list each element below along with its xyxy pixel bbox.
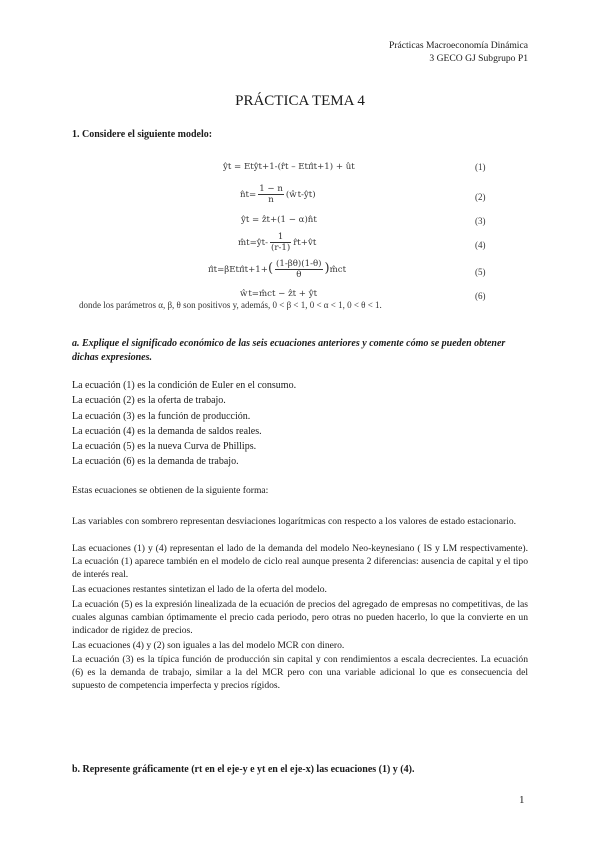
header-course: Prácticas Macroeconomía Dinámica [388,40,528,51]
answer-line: La ecuación (6) es la demanda de trabajo. [72,456,239,468]
equation-2-denominator: n [268,195,274,205]
question-1: 1. Considere el siguiente modelo: [72,129,213,140]
equation-6-number: (6) [475,291,486,301]
answer-line: La ecuación (3) es la función de producción. [72,410,251,422]
answer-line: La ecuación (4) es la demanda de saldos reales. [72,425,262,437]
answer-line: La ecuación (5) es la nueva Curva de Phillips. [72,441,257,453]
equation-2-numerator: 1 − n [259,184,283,194]
equation-2 [240,184,316,205]
equation-4-fraction [270,232,291,253]
page-title: PRÁCTICA TEMA 4 [235,93,365,109]
equation-6: ŵt=m̂ct − ẑt + ŷt [240,289,318,299]
answer-list [72,378,296,470]
parameter-conditions: donde los parámetros α, β, θ son positivos y, además, 0 < β < 1, 0 < α < 1, 0 < θ < 1. [79,300,382,310]
equation-5: π̂t=βEtπ̂t+1+( $\frac{(1-\beta\theta)(1-\theta)}{\theta}$ )m̂ct [208,259,347,280]
equation-5-number: (5) [475,267,486,277]
equation-5-lhs: π̂t=βEtπ̂t+1+ [208,265,268,275]
equation-2-fraction [258,184,284,205]
equation-4-rhs: r̂t+v̂t [293,238,317,248]
answer-line: La ecuación (2) es la oferta de trabajo. [72,395,226,407]
equation-1: ŷt = Etŷt+1-(r̂t – Etπ̂t+1) + ût [223,162,355,172]
header-group: 3 GECO GJ Subgrupo P1 [429,53,528,64]
explanation-paragraph-1: Las variables con sombrero representan desviaciones logarítmicas con respecto a los valores de estado estacionario. [72,516,517,527]
explanation-paragraph-2: Las ecuaciones (1) y (4) representan el lado de la demanda del modelo Neo-keynesiano ( IS y LM respectivamente). La ecuación (1) aparece también en el modelo de ciclo real aunque presenta 2 diferencias: ausencia de capital y el tipo de interés real. [72,543,528,581]
page-number: 1 [519,794,525,806]
equation-2-number: (2) [475,192,486,202]
equation-5-fraction [275,259,322,280]
explanation-paragraph-3: Las ecuaciones restantes sintetizan el lado de la oferta del modelo. [72,584,327,595]
equation-5-denominator: θ [296,270,302,280]
question-a: a. Explique el significado económico de las seis ecuaciones anteriores y comente cómo se pueden obtener dichas expresiones. [72,338,506,363]
equation-5-numerator: (1-βθ)(1-θ) [276,259,322,269]
equation-1-number: (1) [475,162,486,172]
page-header [389,39,528,65]
equation-2-rhs: (ŵt-ŷt) [285,190,316,200]
equation-4-denominator: (r-1) [271,243,291,253]
equation-3: ŷt = ẑt+(1 − α)n̂t [241,215,317,225]
equation-5-rhs: m̂ct [329,265,347,275]
explanation-paragraph-6: La ecuación (3) es la típica función de producción sin capital y con rendimientos a escala decrecientes. La ecuación (6) es la demanda de trabajo, similar a la del MCR pero con una variable adicional lo que es consecuencia del supuesto de competencia imperfecta y precios rígidos. [72,654,528,692]
equation-4 [238,232,316,253]
intro-paragraph: Estas ecuaciones se obtienen de la siguiente forma: [72,485,269,496]
explanation-paragraph-5: Las ecuaciones (4) y (2) son iguales a las del modelo MCR con dinero. [72,640,345,651]
answer-line: La ecuación (1) es la condición de Euler en el consumo. [72,380,297,391]
equation-4-lhs: m̂t=ŷt- [238,238,269,248]
equation-3-number: (3) [475,216,486,226]
equation-2-lhs: n̂t= [240,190,257,200]
equation-4-numerator: 1 [270,232,291,243]
question-b: b. Represente gráficamente (rt en el eje-y e yt en el eje-x) las ecuaciones (1) y (4). [72,764,415,775]
explanation-paragraph-4: La ecuación (5) es la expresión linealizada de la ecuación de precios del agregado de empresas no competitivas, de las cuales algunas cambian óptimamente el precio cada periodo, pero otras no pueden hacerlo, lo que la convierte en un indicador de rigidez de precios. [72,599,528,637]
equation-4-number: (4) [475,240,486,250]
